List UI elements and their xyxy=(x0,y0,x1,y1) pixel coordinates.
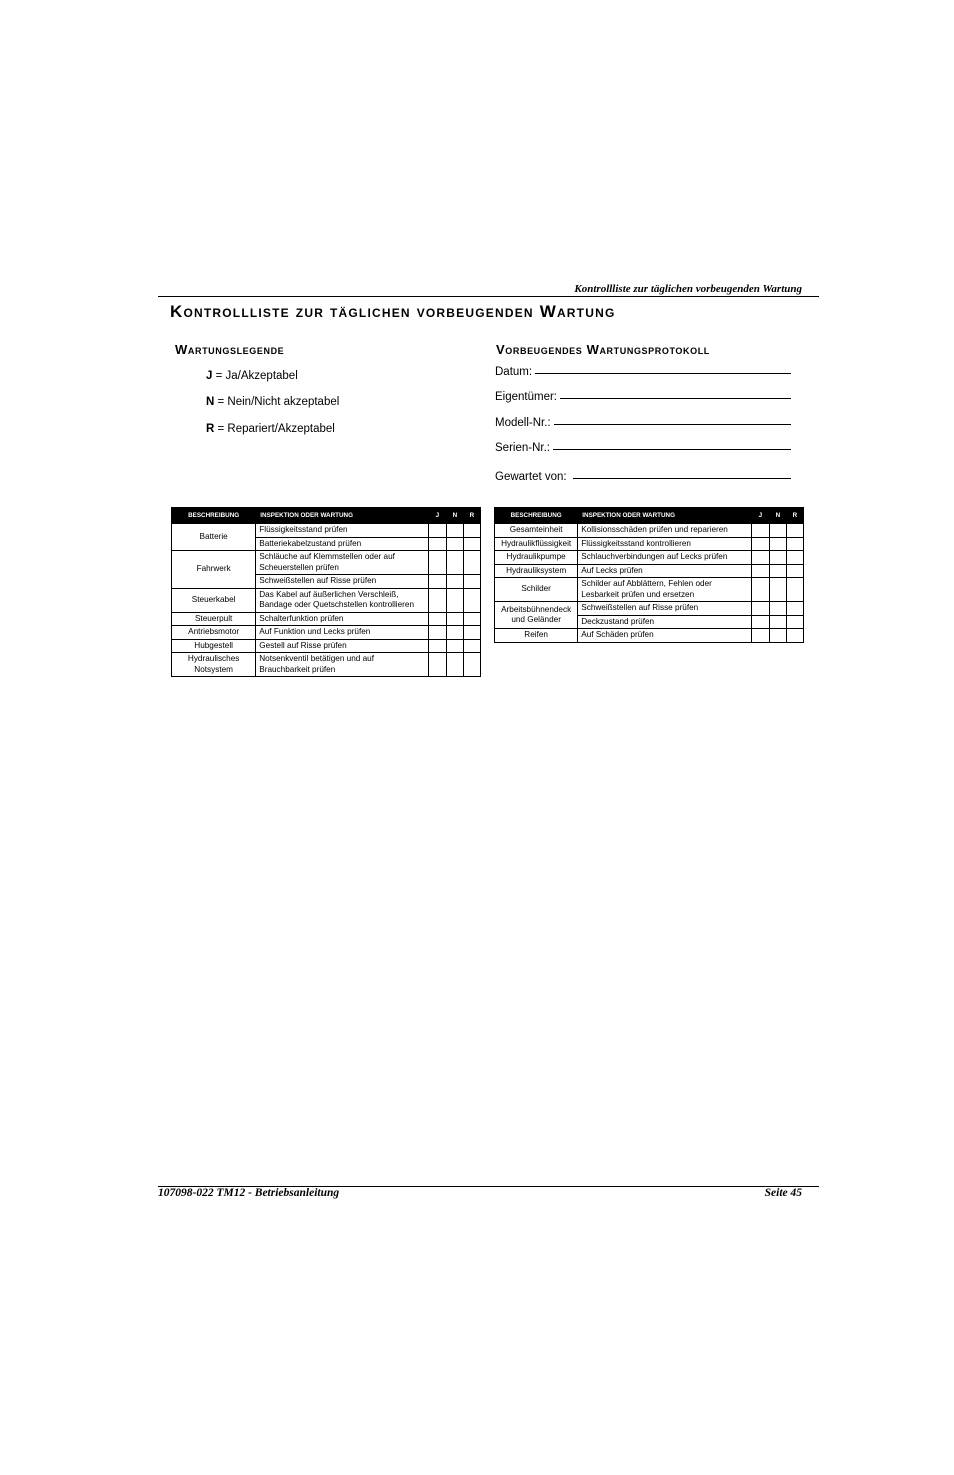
row-inspection-task: Gestell auf Risse prüfen xyxy=(256,639,429,653)
row-inspection-task: Kollisionsschäden prüfen und reparieren xyxy=(578,524,752,538)
field-label: Datum: xyxy=(495,366,533,378)
checkbox-cell-j[interactable] xyxy=(428,524,446,538)
table-row xyxy=(495,578,804,602)
running-header: Kontrollliste zur täglichen vorbeugenden Wartung xyxy=(574,283,802,295)
field-line[interactable] xyxy=(554,423,791,425)
table-row xyxy=(495,524,804,538)
table-header-row xyxy=(172,508,481,524)
table-row xyxy=(495,564,804,578)
checkbox-cell-n[interactable] xyxy=(446,537,463,551)
row-inspection-task: Schilder auf Abblättern, Fehlen oder Lesbarkeit prüfen und ersetzen xyxy=(578,578,752,602)
checkbox-cell-r[interactable] xyxy=(786,551,803,565)
page-title: Kontrollliste zur täglichen vorbeugenden Wartung xyxy=(170,302,616,321)
legend-text: = Ja/Akzeptabel xyxy=(212,370,298,382)
legend-heading: Wartungslegende xyxy=(175,342,285,357)
protocol-heading: Vorbeugendes Wartungsprotokoll xyxy=(496,342,710,357)
checkbox-cell-r[interactable] xyxy=(463,639,480,653)
row-description: Hydrauliksystem xyxy=(495,564,578,578)
col-header-j: J xyxy=(751,508,769,524)
checkbox-cell-j[interactable] xyxy=(428,626,446,640)
table-row xyxy=(172,612,481,626)
field-label: Gewartet von: xyxy=(495,471,567,483)
checkbox-cell-n[interactable] xyxy=(446,588,463,612)
checklist-table-left xyxy=(171,507,481,677)
row-description: Steuerpult xyxy=(172,612,256,626)
checkbox-cell-r[interactable] xyxy=(786,564,803,578)
row-inspection-task: Schalterfunktion prüfen xyxy=(256,612,429,626)
legend-item-n xyxy=(206,396,339,408)
checklist-table-right xyxy=(494,507,804,643)
checkbox-cell-j[interactable] xyxy=(428,612,446,626)
row-inspection-task: Deckzustand prüfen xyxy=(578,615,752,629)
checkbox-cell-j[interactable] xyxy=(751,615,769,629)
footer-page-number: Seite 45 xyxy=(764,1187,802,1199)
col-header-inspection: INSPEKTION ODER WARTUNG xyxy=(578,508,752,524)
table-row xyxy=(172,524,481,538)
checkbox-cell-r[interactable] xyxy=(463,612,480,626)
field-modell-nr[interactable] xyxy=(495,417,791,429)
field-label: Modell-Nr.: xyxy=(495,417,551,429)
checkbox-cell-j[interactable] xyxy=(428,575,446,589)
checkbox-cell-j[interactable] xyxy=(428,639,446,653)
table-row xyxy=(495,551,804,565)
table-row xyxy=(495,537,804,551)
row-inspection-task: Schlauchverbindungen auf Lecks prüfen xyxy=(578,551,752,565)
field-line[interactable] xyxy=(553,448,791,450)
row-description: Antriebsmotor xyxy=(172,626,256,640)
row-inspection-task: Auf Lecks prüfen xyxy=(578,564,752,578)
checkbox-cell-n[interactable] xyxy=(446,551,463,575)
row-inspection-task: Auf Schäden prüfen xyxy=(578,629,752,643)
checkbox-cell-r[interactable] xyxy=(463,537,480,551)
checkbox-cell-j[interactable] xyxy=(428,588,446,612)
col-header-r: R xyxy=(786,508,803,524)
col-header-n: N xyxy=(446,508,463,524)
checkbox-cell-r[interactable] xyxy=(786,524,803,538)
checkbox-cell-n[interactable] xyxy=(446,626,463,640)
table-body xyxy=(495,524,804,643)
legend-text: = Nein/Nicht akzeptabel xyxy=(214,396,340,408)
col-header-n: N xyxy=(769,508,786,524)
checkbox-cell-n[interactable] xyxy=(446,575,463,589)
checkbox-cell-r[interactable] xyxy=(463,524,480,538)
row-inspection-task: Auf Funktion und Lecks prüfen xyxy=(256,626,429,640)
field-datum[interactable] xyxy=(495,366,791,378)
checkbox-cell-r[interactable] xyxy=(463,653,480,677)
checkbox-cell-r[interactable] xyxy=(786,578,803,602)
checkbox-cell-n[interactable] xyxy=(446,653,463,677)
row-description: Gesamteinheit xyxy=(495,524,578,538)
table-header-row xyxy=(495,508,804,524)
checkbox-cell-j[interactable] xyxy=(751,524,769,538)
row-inspection-task: Das Kabel auf äußerlichen Verschleiß, Bandage oder Quetschstellen kontrollieren xyxy=(256,588,429,612)
row-description: Fahrwerk xyxy=(172,551,256,589)
checkbox-cell-j[interactable] xyxy=(428,551,446,575)
checkbox-cell-n[interactable] xyxy=(769,615,786,629)
field-eigentuemer[interactable] xyxy=(495,391,791,403)
col-header-r: R xyxy=(463,508,480,524)
checkbox-cell-r[interactable] xyxy=(786,615,803,629)
row-inspection-task: Notsenkventil betätigen und auf Brauchbarkeit prüfen xyxy=(256,653,429,677)
legend-key: J xyxy=(206,370,213,382)
legend-text: = Repariert/Akzeptabel xyxy=(214,423,335,435)
checkbox-cell-r[interactable] xyxy=(463,588,480,612)
row-inspection-task: Schweißstellen auf Risse prüfen xyxy=(256,575,429,589)
checkbox-cell-n[interactable] xyxy=(769,524,786,538)
checkbox-cell-n[interactable] xyxy=(769,578,786,602)
table-row xyxy=(172,639,481,653)
table-row xyxy=(172,588,481,612)
checkbox-cell-j[interactable] xyxy=(751,537,769,551)
field-line[interactable] xyxy=(573,477,791,479)
legend-key: R xyxy=(206,423,215,435)
header-rule xyxy=(158,296,819,297)
checkbox-cell-r[interactable] xyxy=(463,551,480,575)
col-header-inspection: INSPEKTION ODER WARTUNG xyxy=(256,508,429,524)
row-description: Hydraulisches Notsystem xyxy=(172,653,256,677)
checkbox-cell-n[interactable] xyxy=(769,564,786,578)
checkbox-cell-j[interactable] xyxy=(428,653,446,677)
table-row xyxy=(172,653,481,677)
checkbox-cell-r[interactable] xyxy=(786,629,803,643)
checkbox-cell-n[interactable] xyxy=(769,551,786,565)
row-description: Reifen xyxy=(495,629,578,643)
row-description: Arbeitsbühnendeck und Geländer xyxy=(495,602,578,629)
field-serien-nr[interactable] xyxy=(495,442,791,454)
row-inspection-task: Schläuche auf Klemmstellen oder auf Scheuerstellen prüfen xyxy=(256,551,429,575)
row-description: Hydraulikflüssigkeit xyxy=(495,537,578,551)
checkbox-cell-n[interactable] xyxy=(769,537,786,551)
checkbox-cell-r[interactable] xyxy=(786,537,803,551)
checkbox-cell-j[interactable] xyxy=(428,537,446,551)
row-inspection-task: Schweißstellen auf Risse prüfen xyxy=(578,602,752,616)
legend-item-j xyxy=(206,370,298,382)
row-inspection-task: Flüssigkeitsstand kontrollieren xyxy=(578,537,752,551)
checkbox-cell-j[interactable] xyxy=(751,629,769,643)
col-header-description: BESCHREIBUNG xyxy=(495,508,578,524)
checkbox-cell-n[interactable] xyxy=(769,602,786,616)
checkbox-cell-j[interactable] xyxy=(751,602,769,616)
checkbox-cell-n[interactable] xyxy=(446,524,463,538)
table-row xyxy=(495,629,804,643)
checkbox-cell-r[interactable] xyxy=(463,575,480,589)
checkbox-cell-n[interactable] xyxy=(446,612,463,626)
table-row xyxy=(495,602,804,616)
field-label: Eigentümer: xyxy=(495,391,558,403)
checkbox-cell-r[interactable] xyxy=(463,626,480,640)
table-body xyxy=(172,524,481,677)
legend-key: N xyxy=(206,396,215,408)
row-inspection-task: Flüssigkeitsstand prüfen xyxy=(256,524,429,538)
footer-document-id: 107098-022 TM12 - Betriebsanleitung xyxy=(158,1187,340,1199)
row-inspection-task: Batteriekabelzustand prüfen xyxy=(256,537,429,551)
table-row xyxy=(172,626,481,640)
legend-item-r xyxy=(206,423,335,435)
checkbox-cell-j[interactable] xyxy=(751,551,769,565)
field-gewartet-von[interactable] xyxy=(495,471,791,483)
checkbox-cell-n[interactable] xyxy=(446,639,463,653)
col-header-description: BESCHREIBUNG xyxy=(172,508,256,524)
row-description: Schilder xyxy=(495,578,578,602)
checkbox-cell-j[interactable] xyxy=(751,564,769,578)
row-description: Hubgestell xyxy=(172,639,256,653)
row-description: Steuerkabel xyxy=(172,588,256,612)
field-line[interactable] xyxy=(535,372,791,374)
checkbox-cell-r[interactable] xyxy=(786,602,803,616)
checkbox-cell-n[interactable] xyxy=(769,629,786,643)
row-description: Batterie xyxy=(172,524,256,551)
checkbox-cell-j[interactable] xyxy=(751,578,769,602)
field-line[interactable] xyxy=(560,397,791,399)
row-description: Hydraulikpumpe xyxy=(495,551,578,565)
col-header-j: J xyxy=(428,508,446,524)
field-label: Serien-Nr.: xyxy=(495,442,550,454)
table-row xyxy=(172,551,481,575)
